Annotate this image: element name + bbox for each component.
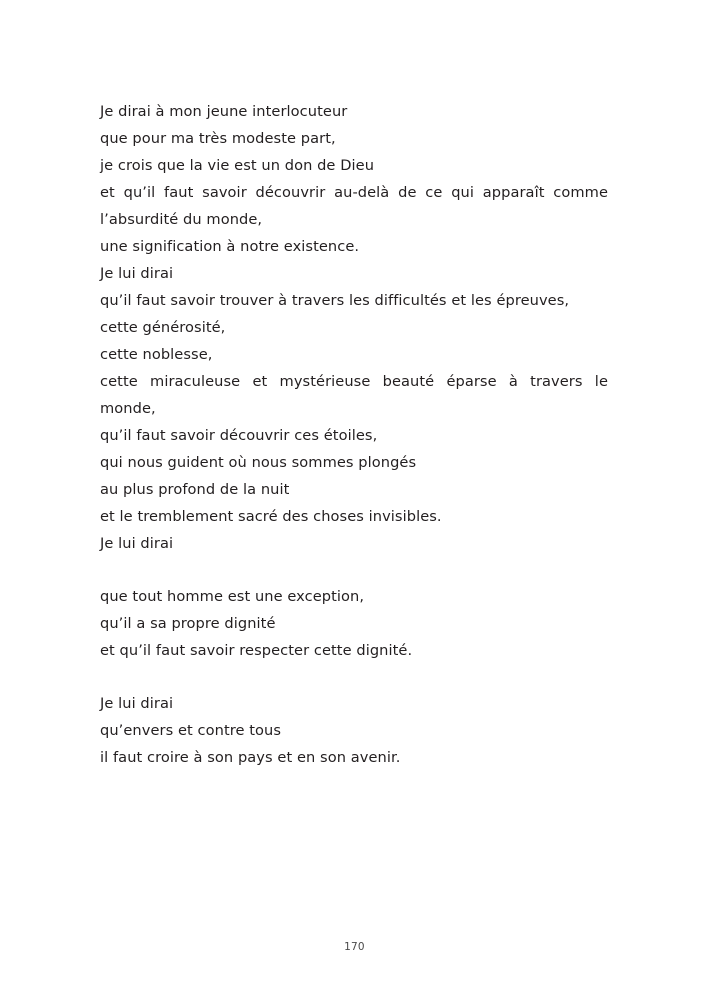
poem-line: que pour ma très modeste part, <box>100 130 336 147</box>
poem-stanza <box>100 583 608 664</box>
poem-line: et qu’il faut savoir découvrir au-delà de ce qui apparaît comme l’absurdité du monde, <box>100 184 613 228</box>
poem-line: au plus profond de la nuit <box>100 481 290 498</box>
poem-line: que tout homme est une exception, <box>100 588 365 605</box>
poem-line: et le tremblement sacré des choses invisibles. <box>100 508 442 525</box>
page-number: 170 <box>344 941 365 953</box>
poem-line: qu’il faut savoir trouver à travers les difficultés et les épreuves, <box>100 292 570 309</box>
poem-line: qu’il a sa propre dignité <box>100 615 276 632</box>
poem-line: cette miraculeuse et mystérieuse beauté éparse à travers le monde, <box>100 373 613 417</box>
poem-line: il faut croire à son pays et en son avenir. <box>100 749 401 766</box>
poem-line: je crois que la vie est un don de Dieu <box>100 157 375 174</box>
poem-stanza <box>100 98 613 557</box>
poem-line: qui nous guident où nous sommes plongés <box>100 454 417 471</box>
poem-line: Je lui dirai <box>100 535 174 552</box>
poem-line: Je dirai à mon jeune interlocuteur <box>100 103 348 120</box>
poem-line: cette noblesse, <box>100 346 213 363</box>
poem-line: une signification à notre existence. <box>100 238 360 255</box>
poem-line: Je lui dirai <box>100 265 174 282</box>
poem-body <box>100 98 613 771</box>
poem-line: et qu’il faut savoir respecter cette dignité. <box>100 642 413 659</box>
poem-line: qu’envers et contre tous <box>100 722 282 739</box>
poem-line: Je lui dirai <box>100 695 174 712</box>
poem-line: qu’il faut savoir découvrir ces étoiles, <box>100 427 378 444</box>
poem-line: cette générosité, <box>100 319 226 336</box>
poem-stanza <box>100 690 608 771</box>
